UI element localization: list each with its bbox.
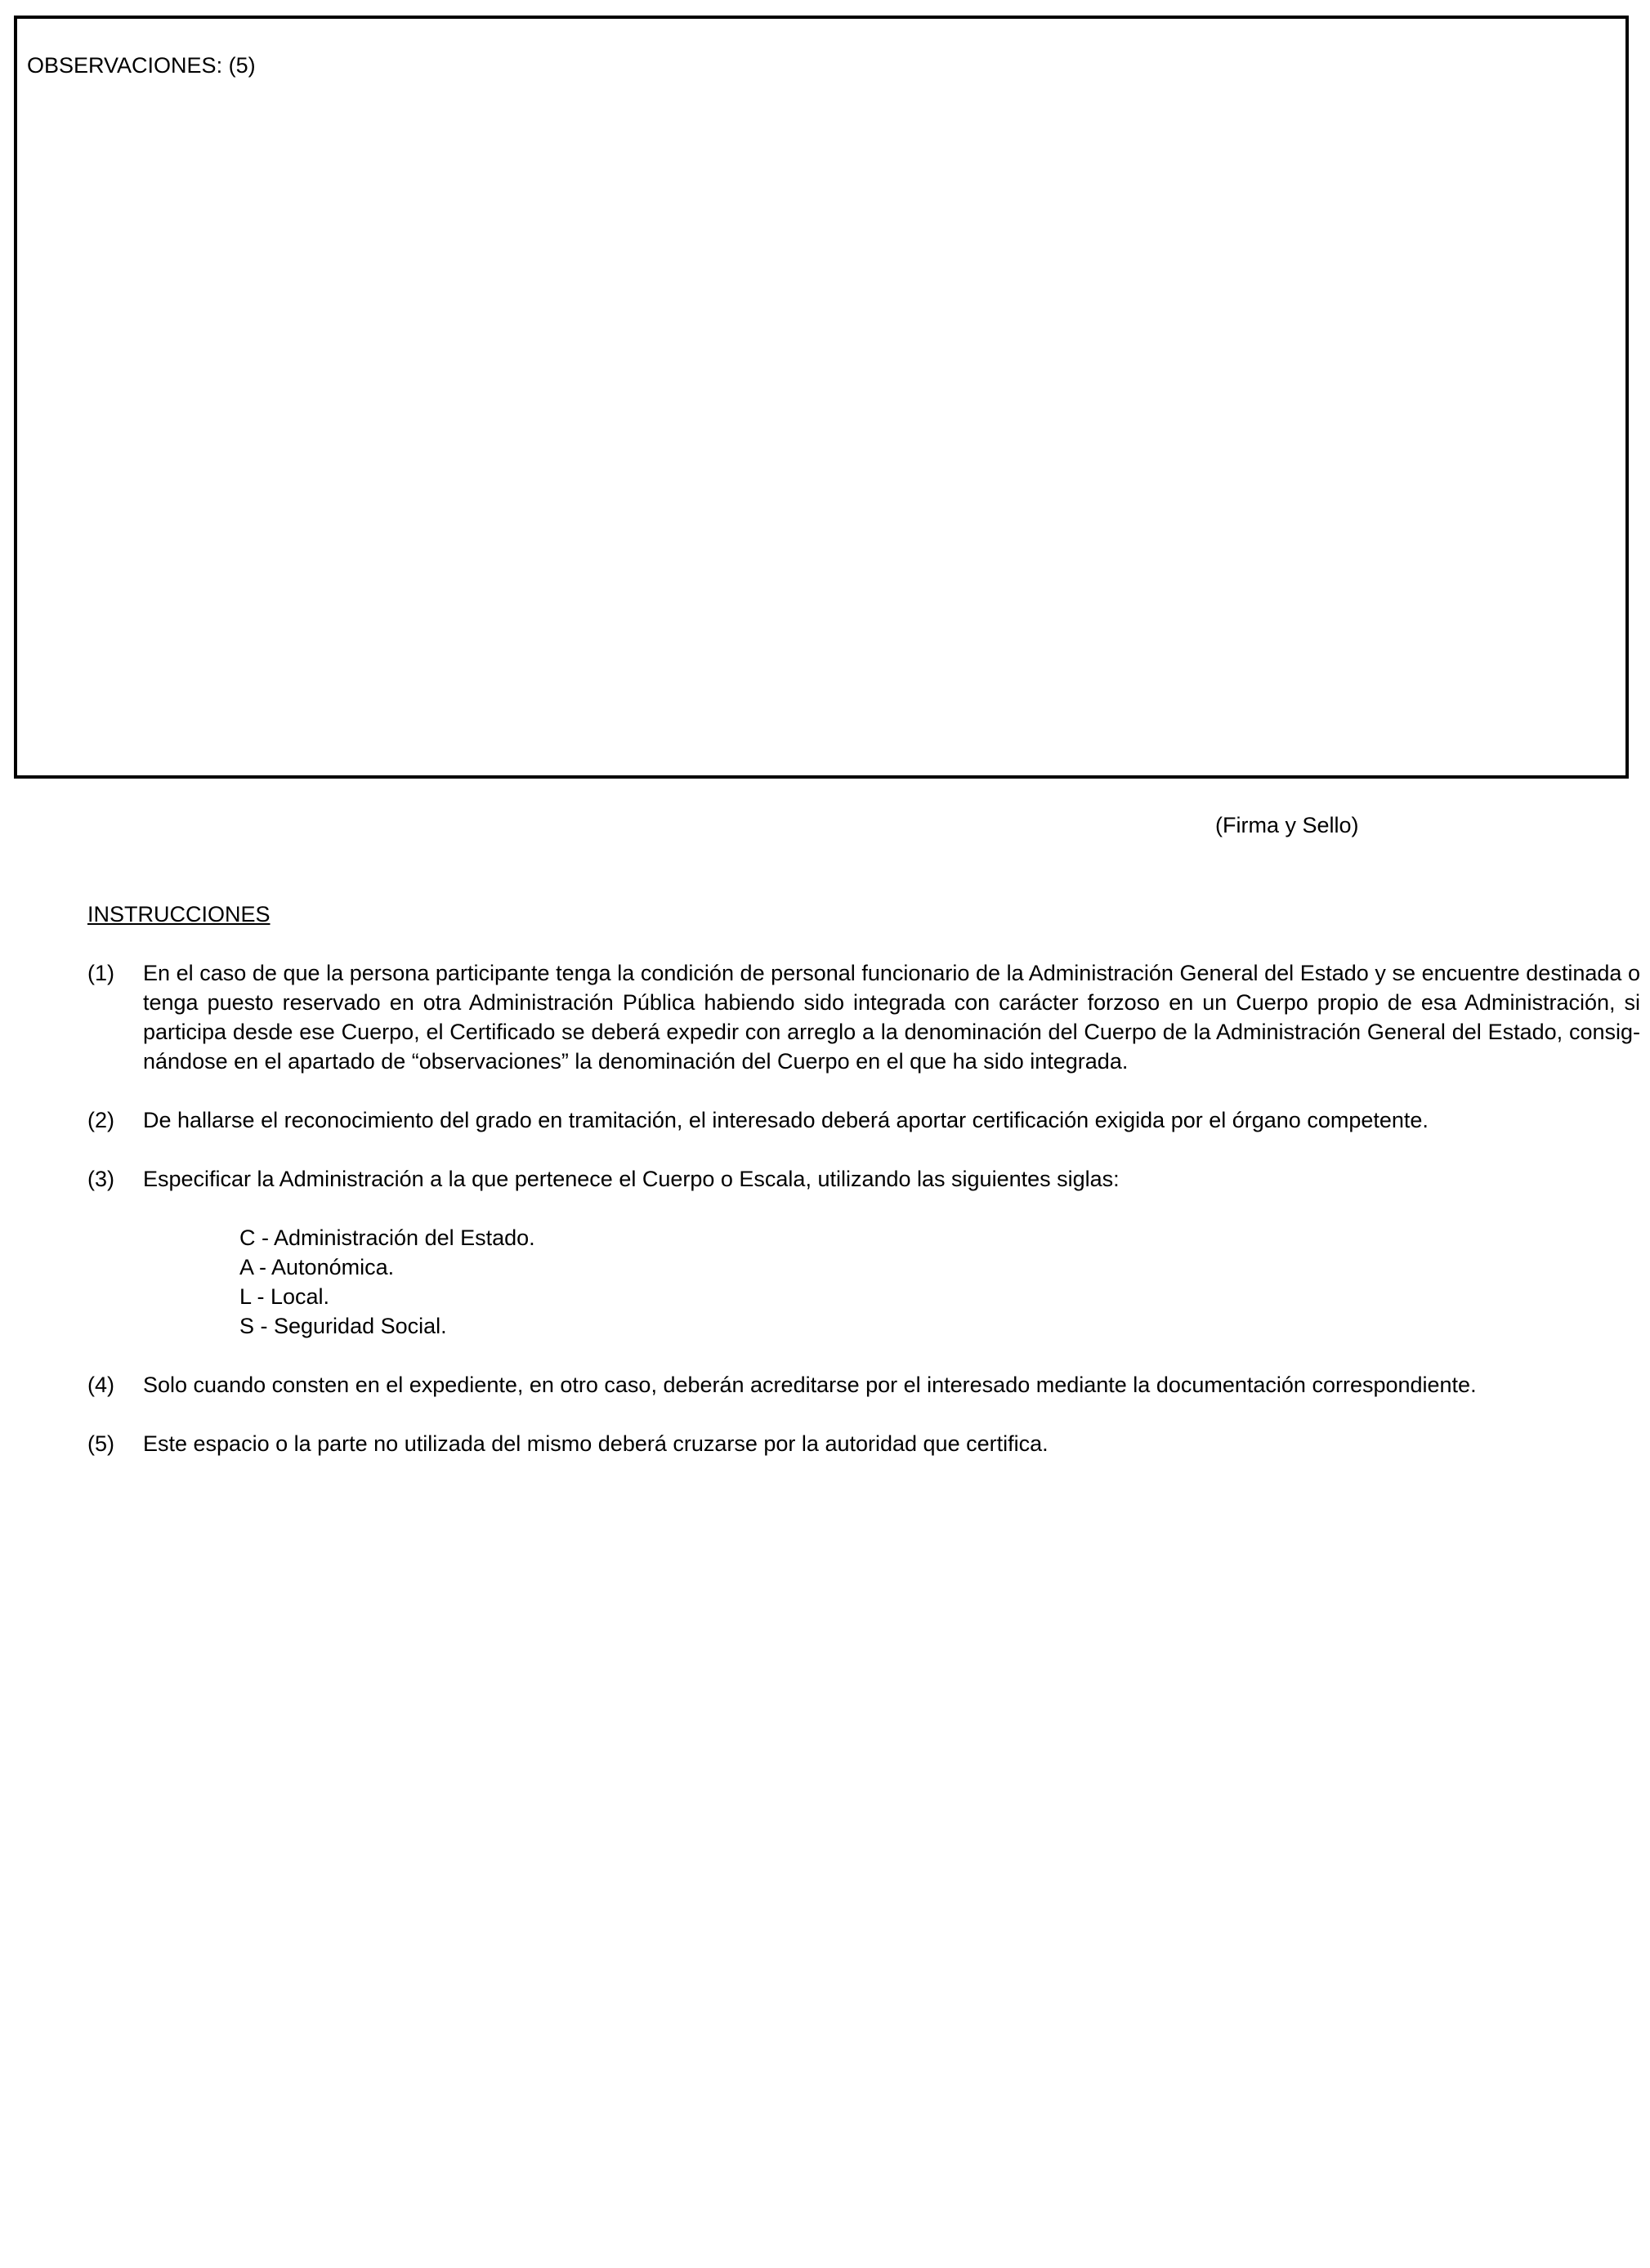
instruction-number: (2) bbox=[87, 1108, 114, 1132]
instruction-text-block bbox=[143, 1164, 1640, 1341]
instruction-item-1 bbox=[87, 958, 1640, 1076]
instruction-item-5 bbox=[87, 1429, 1640, 1458]
siglas-list bbox=[239, 1223, 1640, 1341]
instructions-section bbox=[87, 900, 1640, 1488]
instruction-text: Especificar la Administración a la que pertenece el Cuerpo o Escala, utilizando las siguientes siglas: bbox=[143, 1167, 1120, 1191]
instructions-heading: INSTRUCCIONES bbox=[87, 902, 271, 926]
instruction-number: (1) bbox=[87, 961, 114, 985]
sigla-item: A - Autonómica. bbox=[239, 1255, 395, 1279]
instruction-number: (3) bbox=[87, 1167, 114, 1191]
instruction-text: Solo cuando consten en el expediente, en otro caso, deberán acreditarse por el interesado mediante la documentación correspondiente. bbox=[143, 1373, 1477, 1397]
instruction-number: (5) bbox=[87, 1431, 114, 1456]
instruction-item-3 bbox=[87, 1164, 1640, 1341]
sigla-item: C - Administración del Estado. bbox=[239, 1226, 535, 1250]
observaciones-label: OBSERVACIONES: (5) bbox=[27, 53, 256, 78]
instruction-item-2 bbox=[87, 1105, 1640, 1135]
sigla-item: L - Local. bbox=[239, 1284, 330, 1309]
observaciones-box bbox=[14, 16, 1629, 779]
instruction-text: Este espacio o la parte no utilizada del mismo deberá cruzarse por la autoridad que certifica. bbox=[143, 1431, 1049, 1456]
instruction-text: De hallarse el reconocimiento del grado en tramitación, el interesado deberá aportar certificación exigida por el órgano competente. bbox=[143, 1108, 1429, 1132]
sigla-item: S - Seguridad Social. bbox=[239, 1314, 447, 1338]
instruction-number: (4) bbox=[87, 1373, 114, 1397]
instruction-text: En el caso de que la persona participante tenga la condición de personal funcionario de la Administración General del Estado y se encuentre destinada o tenga puesto reservado en otra Administración Pública habiendo sido integrada con carácter forzoso en un Cuerpo propio de esa Administración, si participa desde ese Cuerpo, el Certificado se deberá expedir con arreglo a la denominación del Cuerpo de la Administración General del Estado, consignándose en el apartado de “observaciones” la denominación del Cuerpo en el que ha sido integrada. bbox=[143, 961, 1640, 1074]
firma-y-sello-label: (Firma y Sello) bbox=[1215, 813, 1359, 837]
instruction-item-4 bbox=[87, 1370, 1640, 1400]
